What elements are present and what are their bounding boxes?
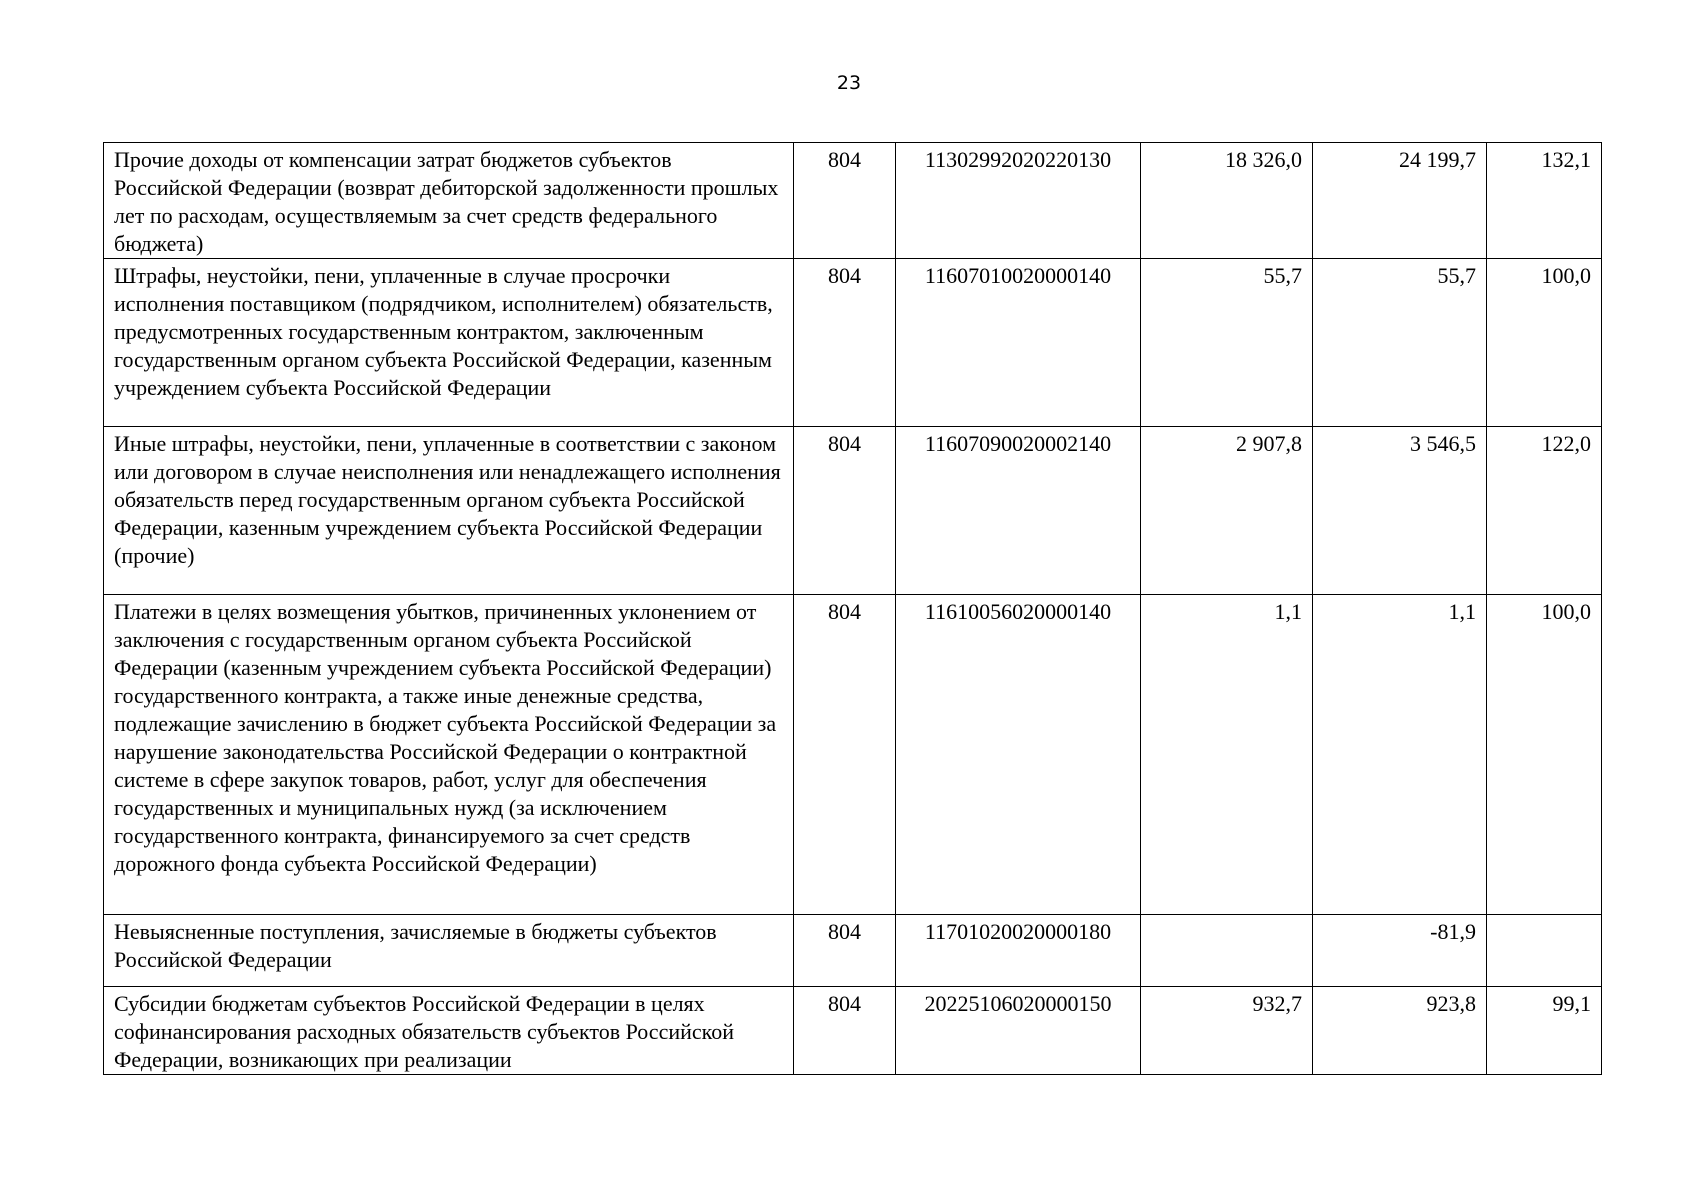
admin-code: 804	[794, 143, 896, 259]
admin-code: 804	[794, 987, 896, 1075]
planned-amount: 1,1	[1141, 595, 1313, 915]
actual-amount: 1,1	[1313, 595, 1487, 915]
budget-classification-code: 11610056020000140	[896, 595, 1141, 915]
table-row	[104, 595, 1602, 915]
actual-amount: 55,7	[1313, 259, 1487, 427]
revenue-description: Иные штрафы, неустойки, пени, уплаченные в соответствии с законом или договором в случае неисполнения или ненадлежащего исполнения обязательств перед государственным органом субъекта Российской Федерации, казенным учреждением субъекта Российской Федерации (прочие)	[104, 427, 794, 595]
execution-percent: 100,0	[1487, 595, 1602, 915]
table-row	[104, 143, 1602, 259]
actual-amount: 24 199,7	[1313, 143, 1487, 259]
planned-amount: 18 326,0	[1141, 143, 1313, 259]
planned-amount: 55,7	[1141, 259, 1313, 427]
budget-classification-code: 11607010020000140	[896, 259, 1141, 427]
execution-percent: 132,1	[1487, 143, 1602, 259]
budget-classification-code: 11701020020000180	[896, 915, 1141, 987]
revenue-description: Субсидии бюджетам субъектов Российской Федерации в целях софинансирования расходных обязательств субъектов Российской Федерации, возникающих при реализации	[104, 987, 794, 1075]
planned-amount: 932,7	[1141, 987, 1313, 1075]
revenue-description: Прочие доходы от компенсации затрат бюджетов субъектов Российской Федерации (возврат дебиторской задолженности прошлых лет по расходам, осуществляемым за счет средств федерального бюджета)	[104, 143, 794, 259]
planned-amount	[1141, 915, 1313, 987]
execution-percent	[1487, 915, 1602, 987]
budget-classification-code: 20225106020000150	[896, 987, 1141, 1075]
admin-code: 804	[794, 595, 896, 915]
budget-revenue-table	[103, 142, 1602, 1075]
actual-amount: 3 546,5	[1313, 427, 1487, 595]
table-row	[104, 915, 1602, 987]
revenue-description: Платежи в целях возмещения убытков, причиненных уклонением от заключения с государственным органом субъекта Российской Федерации (казенным учреждением субъекта Российской Федерации) государственного контракта, а также иные денежные средства, подлежащие зачислению в бюджет субъекта Российской Федерации за нарушение законодательства Российской Федерации о контрактной системе в сфере закупок товаров, работ, услуг для обеспечения государственных и муниципальных нужд (за исключением государственного контракта, финансируемого за счет средств дорожного фонда субъекта Российской Федерации)	[104, 595, 794, 915]
budget-classification-code: 11607090020002140	[896, 427, 1141, 595]
execution-percent: 100,0	[1487, 259, 1602, 427]
table-row	[104, 987, 1602, 1075]
admin-code: 804	[794, 427, 896, 595]
actual-amount: -81,9	[1313, 915, 1487, 987]
budget-classification-code: 11302992020220130	[896, 143, 1141, 259]
table-row	[104, 427, 1602, 595]
page-number: 23	[836, 72, 862, 94]
execution-percent: 99,1	[1487, 987, 1602, 1075]
table-row	[104, 259, 1602, 427]
admin-code: 804	[794, 259, 896, 427]
execution-percent: 122,0	[1487, 427, 1602, 595]
admin-code: 804	[794, 915, 896, 987]
planned-amount: 2 907,8	[1141, 427, 1313, 595]
actual-amount: 923,8	[1313, 987, 1487, 1075]
revenue-description: Невыясненные поступления, зачисляемые в бюджеты субъектов Российской Федерации	[104, 915, 794, 987]
revenue-description: Штрафы, неустойки, пени, уплаченные в случае просрочки исполнения поставщиком (подрядчиком, исполнителем) обязательств, предусмотренных государственным контрактом, заключенным государственным органом субъекта Российской Федерации, казенным учреждением субъекта Российской Федерации	[104, 259, 794, 427]
